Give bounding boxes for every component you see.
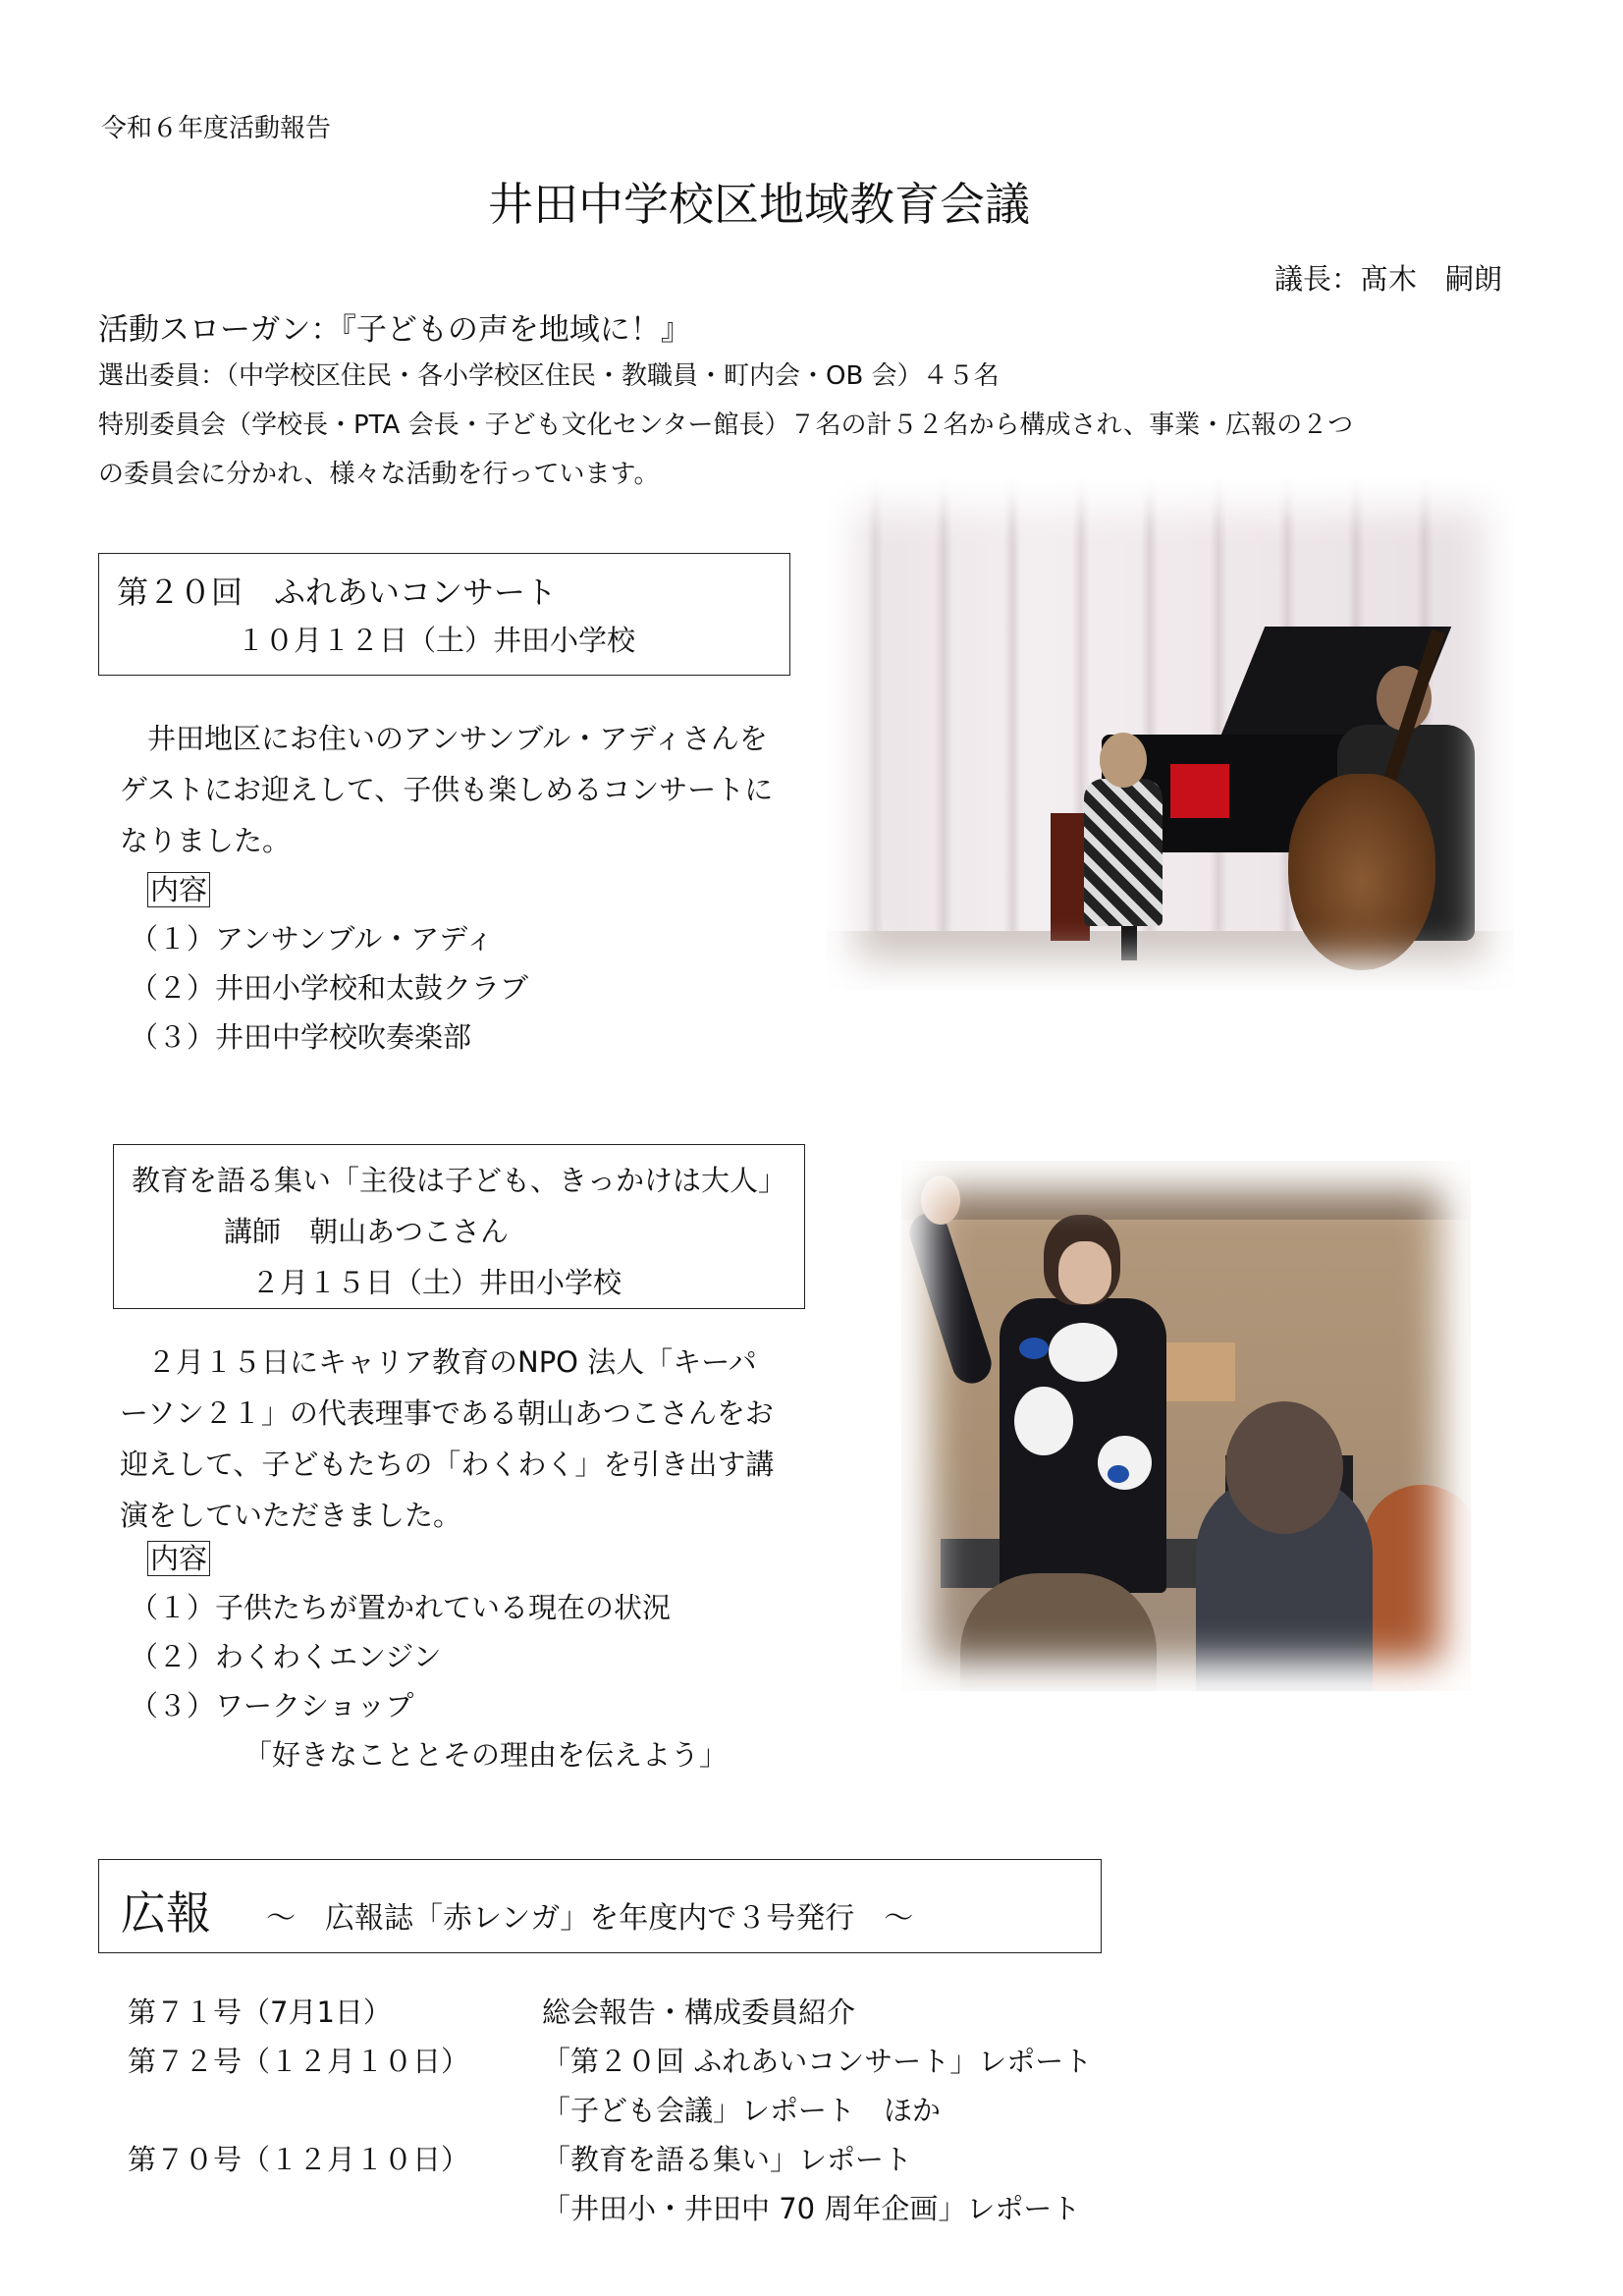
issue-70-line-1: 「教育を語る集い」レポート: [542, 2143, 913, 2176]
lecture-speaker: 講師 朝山あつこさん: [224, 1215, 510, 1248]
issue-70-line-2: 「井田小・井田中 70 周年企画」レポート: [542, 2192, 1081, 2225]
issue-72-number: 第７２号（１２月１０日）: [128, 2045, 470, 2078]
report-label: 令和６年度活動報告: [101, 114, 332, 143]
intro-line-2: 特別委員会（学校長・PTA 会長・子ども文化センター館長）７名の計５２名から構成され、事業・広報の２つ: [98, 410, 1354, 440]
issue-71-line-1: 総会報告・構成委員紹介: [542, 1995, 856, 2029]
lecture-title-box: [113, 1144, 805, 1309]
pr-subtitle: ～ 広報誌「赤レンガ」を年度内で３号発行 ～: [266, 1901, 914, 1936]
intro-line-1: 選出委員：（中学校区住民・各小学校区住民・教職員・町内会・OB 会）４５名: [98, 361, 1000, 391]
concert-title-box: [98, 553, 790, 676]
lecture-desc-2: ーソン２１」の代表理事である朝山あつこさんをお: [120, 1396, 774, 1430]
pr-heading-box: [98, 1859, 1102, 1953]
chair-name: 議長：髙木 嗣朗: [1274, 262, 1503, 296]
page-title: 井田中学校区地域教育会議: [488, 178, 1030, 231]
concert-desc-3: なりました。: [120, 824, 292, 857]
issue-72-line-2: 「子ども会議」レポート ほか: [542, 2094, 942, 2127]
concert-item-2: （２）井田小学校和太鼓クラブ: [130, 971, 529, 1005]
concert-desc-2: ゲストにお迎えして、子供も楽しめるコンサートに: [120, 773, 774, 806]
concert-item-3: （３）井田中学校吹奏楽部: [130, 1020, 472, 1054]
lecture-photo: [901, 1161, 1471, 1691]
concert-desc-1: 井田地区にお住いのアンサンブル・アディさんを: [147, 722, 768, 755]
concert-date: １０月１２日（土）井田小学校: [237, 624, 636, 657]
lecture-date: ２月１５日（土）井田小学校: [251, 1266, 622, 1299]
lecture-desc-1: ２月１５日にキャリア教育のNPO 法人「キーパ: [147, 1345, 757, 1379]
pr-heading: 広報: [121, 1886, 211, 1940]
lecture-desc-3: 迎えして、子どもたちの「わくわく」を引き出す講: [120, 1448, 775, 1481]
lecture-item-3: （３）ワークショップ: [130, 1689, 414, 1722]
slogan: 活動スローガン：『子どもの声を地域に！』: [98, 312, 691, 348]
concert-photo: [827, 479, 1514, 990]
concert-title: 第２０回 ふれあいコンサート: [117, 574, 558, 611]
lecture-workshop-subtitle: 「好きなこととその理由を伝えよう」: [243, 1738, 729, 1772]
lecture-title: 教育を語る集い「主役は子ども、きっかけは大人」: [132, 1164, 787, 1197]
concert-content-label: 内容: [147, 868, 210, 908]
concert-item-1: （１）アンサンブル・アディ: [130, 922, 494, 956]
lecture-item-1: （１）子供たちが置かれている現在の状況: [130, 1591, 672, 1624]
lecture-item-2: （２）わくわくエンジン: [130, 1640, 442, 1673]
lecture-content-label: 内容: [147, 1537, 210, 1577]
issue-72-line-1: 「第２０回 ふれあいコンサート」レポート: [542, 2045, 1093, 2078]
issue-71-number: 第７１号（7月1日）: [128, 1995, 392, 2029]
intro-line-3: の委員会に分かれ、様々な活動を行っています。: [98, 460, 660, 489]
issue-70-number: 第７０号（１２月１０日）: [128, 2143, 470, 2176]
lecture-desc-4: 演をしていただきました。: [120, 1499, 462, 1532]
